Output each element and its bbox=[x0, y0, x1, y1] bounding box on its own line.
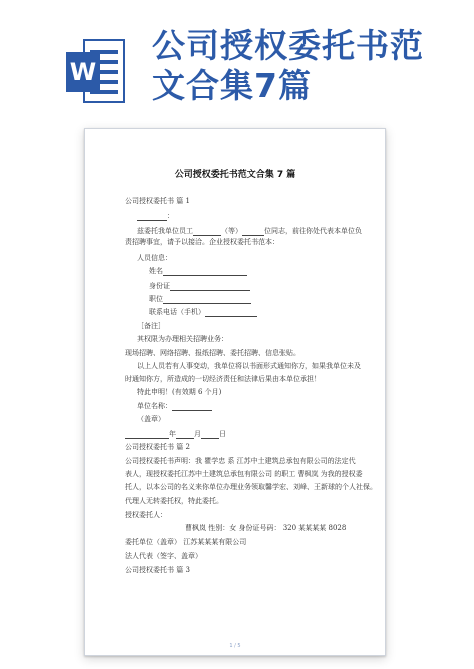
section-heading-3: 公司授权委托书 篇 3 bbox=[125, 566, 190, 574]
form-field-name bbox=[149, 266, 351, 276]
addressee-line bbox=[137, 211, 351, 221]
agent-info: 曹枫岚 性别：女 身份证号码： bbox=[185, 524, 281, 532]
principal-line: 授权委托人： bbox=[125, 511, 167, 519]
body-line: 责招聘事宜，请予以接洽。企业授权委托书范本： bbox=[125, 238, 279, 246]
body-line: 表人，现授权委托江苏中土建筑总承包有限公司 的职工 曹枫岚 为我的授权委 bbox=[125, 470, 363, 478]
body-text: （等） bbox=[221, 227, 242, 235]
header-banner bbox=[0, 0, 474, 125]
unit-name: 江苏某某某有限公司 bbox=[183, 538, 247, 546]
blank-field bbox=[163, 295, 251, 304]
agent-info-line bbox=[185, 523, 351, 533]
page-title bbox=[152, 26, 462, 106]
body-line: 特此申明！(有效期 6 个月) bbox=[137, 388, 222, 396]
page-indicator: 1 / 5 bbox=[229, 643, 241, 649]
page-title-line1: 公司授权委托书范 bbox=[152, 26, 424, 65]
blank-field bbox=[242, 227, 264, 236]
date-day: 日 bbox=[219, 430, 226, 438]
body-line: 现场招聘、网络招聘、报纸招聘、委托招聘、信息张贴。 bbox=[125, 349, 300, 357]
document-page bbox=[84, 128, 386, 656]
page-title-line2: 文合集7篇 bbox=[152, 66, 312, 105]
blank-field bbox=[176, 430, 194, 439]
form-label: 身份证 bbox=[149, 282, 170, 290]
form-label: 单位名称： bbox=[137, 402, 172, 410]
blank-field bbox=[205, 308, 257, 317]
body-line bbox=[137, 226, 362, 236]
remark-label: ［备注］ bbox=[137, 322, 165, 330]
body-line: 公司授权委托书声明：我 瞿学忠 系 江苏中土建筑总承包有限公司的法定代 bbox=[125, 457, 356, 465]
blank-field bbox=[193, 227, 221, 236]
form-label: 联系电话（手机） bbox=[149, 308, 205, 316]
body-text: 兹委托我单位员工 bbox=[137, 227, 193, 235]
body-line: 以上人员若有人事变动，我单位将以书面形式通知你方，如果我单位未及 bbox=[137, 362, 361, 370]
legal-rep-line: 法人代表（签字、盖章） bbox=[125, 552, 202, 560]
section-heading-2: 公司授权委托书 篇 2 bbox=[125, 443, 190, 451]
agent-id: 320 某某某某 8028 bbox=[282, 524, 347, 532]
body-line: 托人，以本公司的名义来你单位办理业务领取馨学宏、刘峰、王新球的个人社保。 bbox=[125, 483, 377, 491]
form-field-phone bbox=[149, 307, 351, 317]
addressee-colon: ： bbox=[167, 212, 174, 220]
date-month: 月 bbox=[194, 430, 201, 438]
blank-field bbox=[201, 430, 219, 439]
word-doc-icon bbox=[66, 36, 126, 108]
body-line: 代理人无转委托权，特此委托。 bbox=[125, 497, 223, 505]
blank-field bbox=[137, 212, 167, 221]
document-title: 公司授权委托书范文合集 7 篇 bbox=[174, 170, 296, 180]
stamp-label: （盖章） bbox=[137, 415, 165, 423]
form-label: 姓名 bbox=[149, 267, 163, 275]
blank-field bbox=[125, 430, 169, 439]
unit-line bbox=[125, 537, 351, 547]
unit-label: 委托单位（盖章） bbox=[125, 538, 181, 546]
date-line bbox=[125, 429, 351, 439]
date-year: 年 bbox=[169, 430, 176, 438]
body-line: 人员信息： bbox=[137, 254, 172, 262]
form-field-id bbox=[149, 281, 351, 291]
body-line: 其权限为办理相关招聘业务： bbox=[137, 335, 228, 343]
form-label: 职位 bbox=[149, 295, 163, 303]
blank-field bbox=[163, 267, 247, 276]
blank-field bbox=[170, 282, 250, 291]
section-heading-1: 公司授权委托书 篇 1 bbox=[125, 197, 190, 205]
body-line: 时通知你方，所造成的一切经济责任和法律后果由本单位承担！ bbox=[125, 375, 321, 383]
form-field-position bbox=[149, 294, 351, 304]
body-text: 位同志，前往你处代表本单位负 bbox=[264, 227, 362, 235]
blank-field bbox=[172, 402, 212, 411]
company-name-field bbox=[137, 401, 351, 411]
svg-text:W: W bbox=[69, 58, 97, 86]
